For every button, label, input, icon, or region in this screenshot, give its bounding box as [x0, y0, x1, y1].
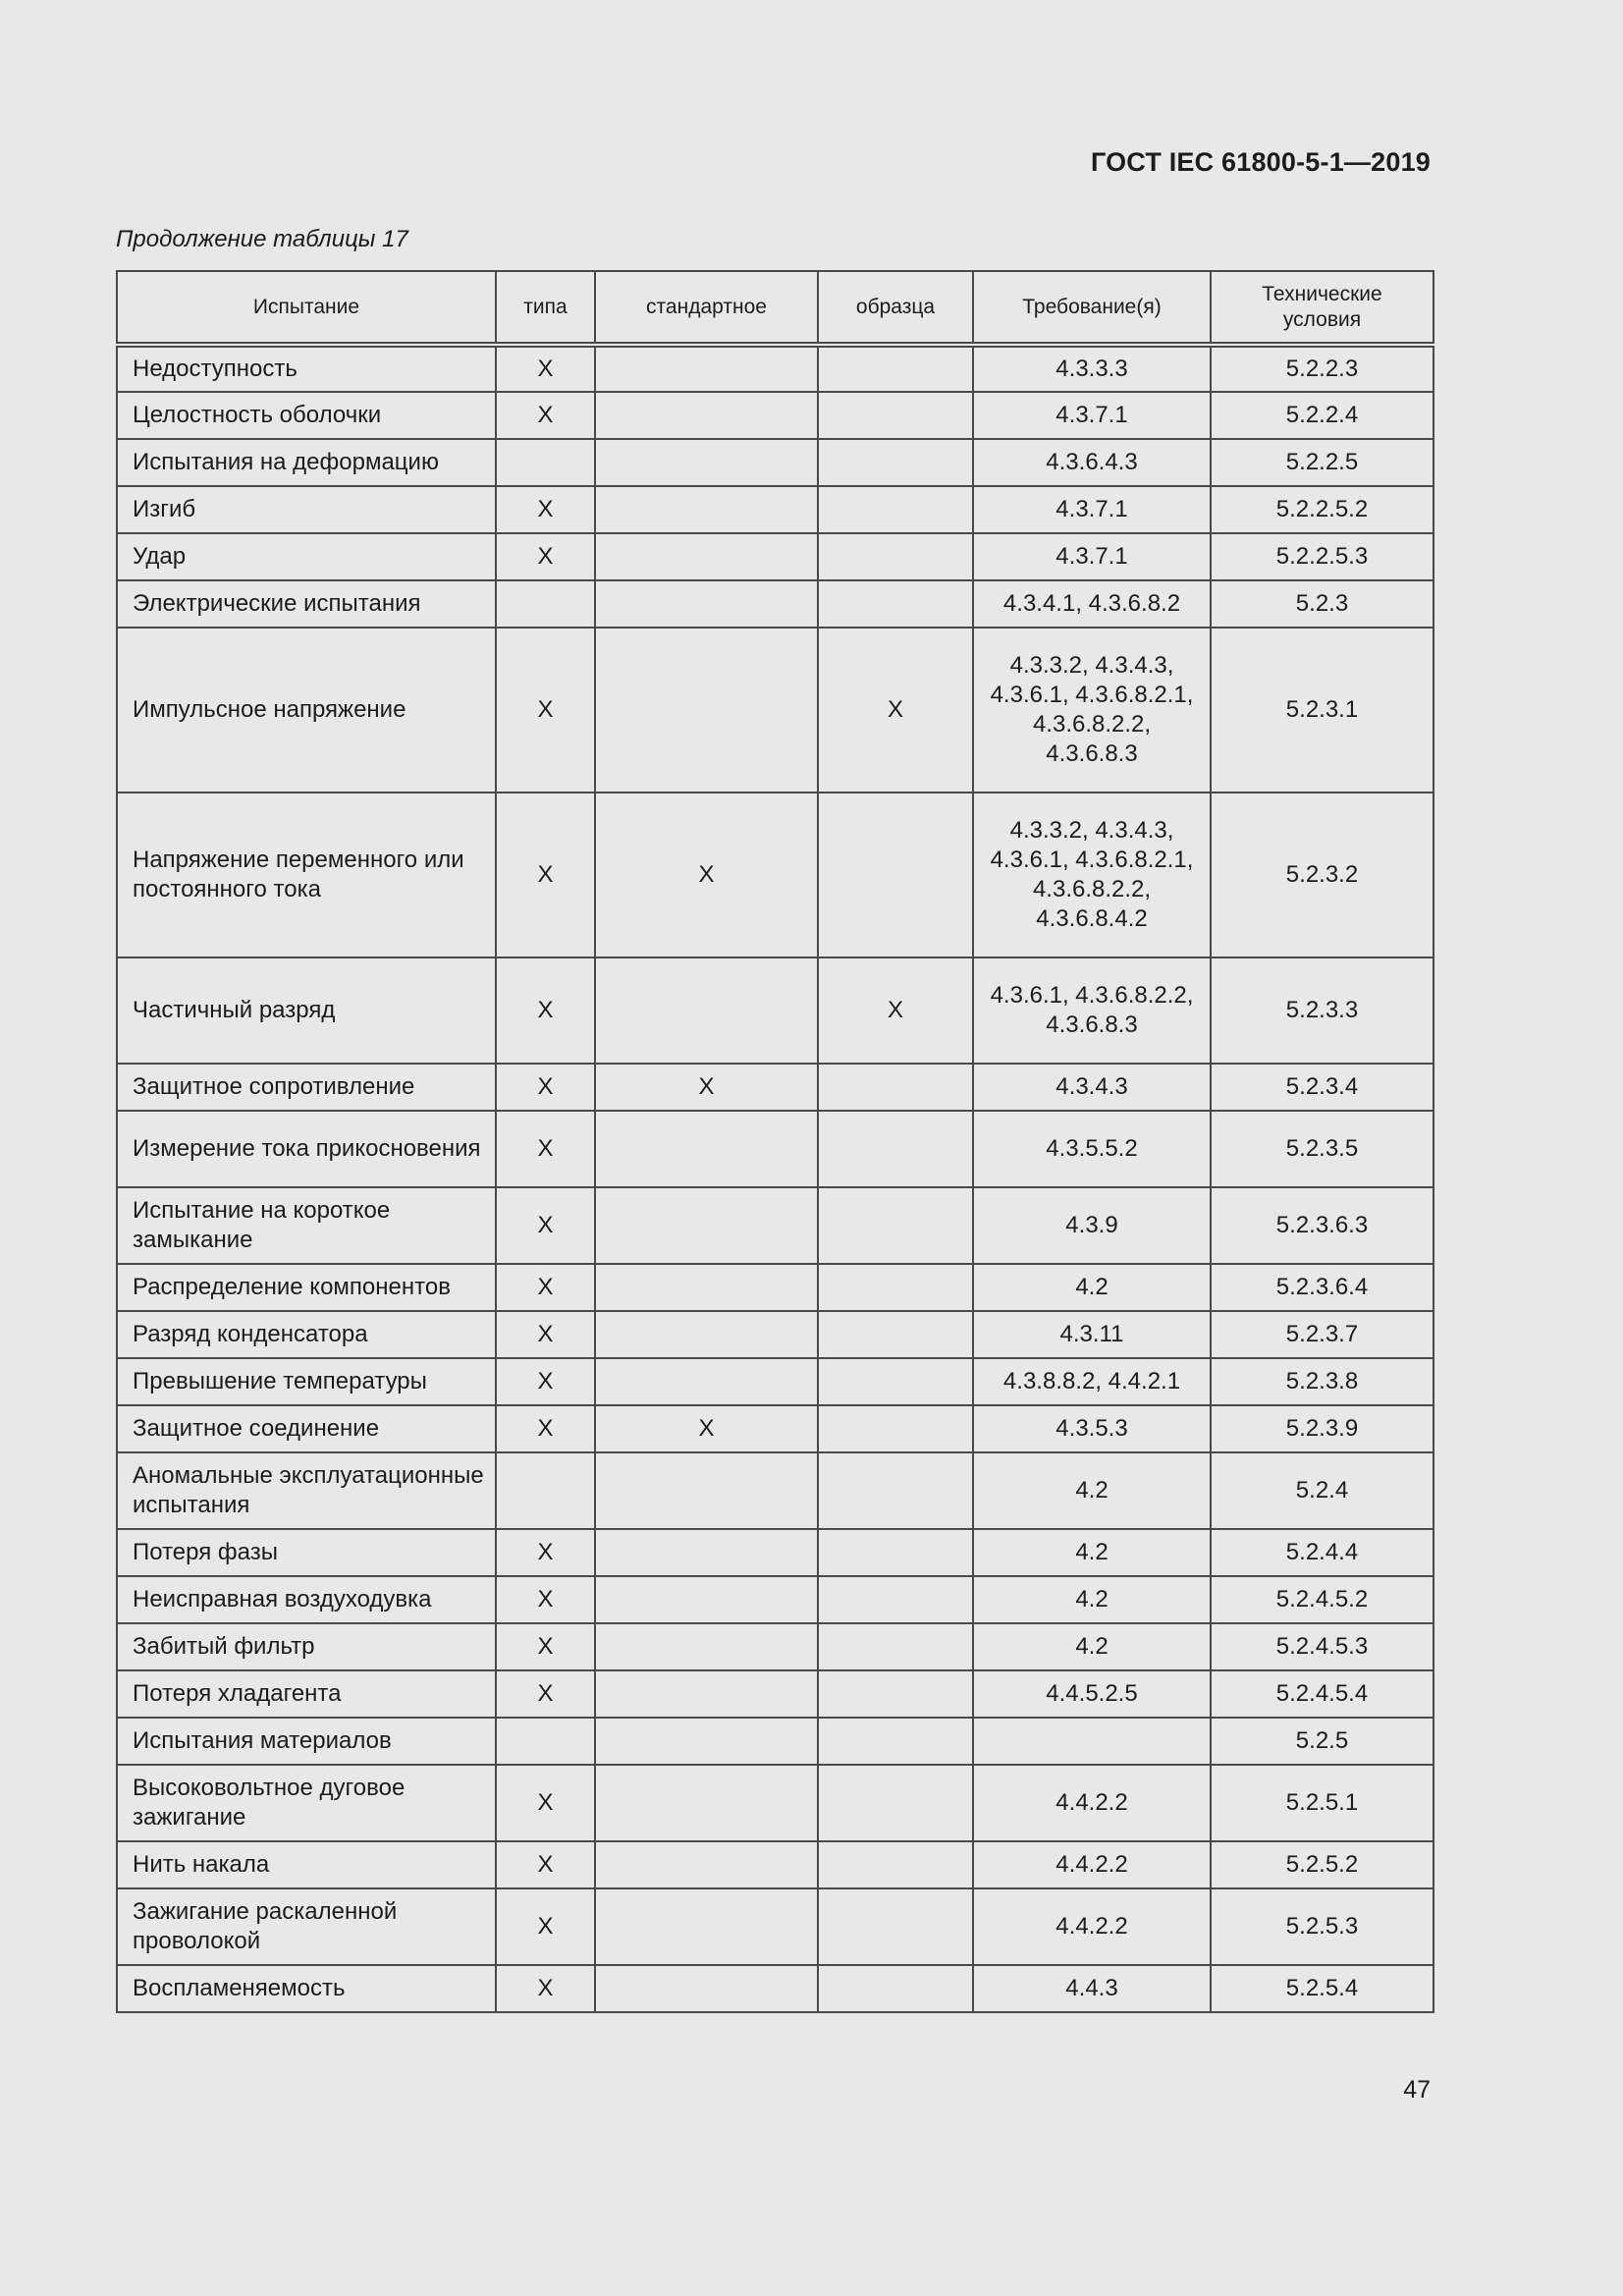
cell-requirements: 4.3.6.4.3 — [973, 439, 1211, 486]
cell-test-name: Воспламеняемость — [117, 1965, 496, 2012]
cell-sample — [818, 345, 973, 392]
cell-type: X — [496, 1264, 595, 1311]
cell-specification: 5.2.4.5.2 — [1211, 1576, 1434, 1623]
cell-requirements: 4.3.9 — [973, 1187, 1211, 1264]
cell-type: X — [496, 1529, 595, 1576]
cell-standard — [595, 533, 818, 580]
cell-sample: X — [818, 957, 973, 1064]
cell-test-name: Защитное сопротивление — [117, 1064, 496, 1111]
cell-standard: X — [595, 793, 818, 957]
cell-specification: 5.2.3.4 — [1211, 1064, 1434, 1111]
cell-type — [496, 439, 595, 486]
cell-specification: 5.2.3.2 — [1211, 793, 1434, 957]
cell-requirements: 4.3.4.1, 4.3.6.8.2 — [973, 580, 1211, 628]
cell-type: X — [496, 486, 595, 533]
cell-requirements: 4.3.5.5.2 — [973, 1111, 1211, 1187]
cell-specification: 5.2.5.4 — [1211, 1965, 1434, 2012]
cell-sample — [818, 1765, 973, 1841]
cell-requirements: 4.3.3.3 — [973, 345, 1211, 392]
cell-sample — [818, 1311, 973, 1358]
cell-requirements — [973, 1718, 1211, 1765]
cell-test-name: Неисправная воздуходувка — [117, 1576, 496, 1623]
cell-type: X — [496, 1965, 595, 2012]
table-row — [117, 486, 1434, 533]
cell-test-name: Защитное соединение — [117, 1405, 496, 1452]
cell-standard — [595, 1765, 818, 1841]
column-header-type: типа — [496, 271, 595, 345]
cell-test-name: Разряд конденсатора — [117, 1311, 496, 1358]
cell-standard — [595, 439, 818, 486]
cell-requirements: 4.3.7.1 — [973, 486, 1211, 533]
cell-test-name: Высоковольтное дуговое зажигание — [117, 1765, 496, 1841]
table-row — [117, 628, 1434, 793]
cell-sample — [818, 1111, 973, 1187]
cell-standard — [595, 1576, 818, 1623]
cell-requirements: 4.3.6.1, 4.3.6.8.2.2, 4.3.6.8.3 — [973, 957, 1211, 1064]
column-header-test: Испытание — [117, 271, 496, 345]
page-number: 47 — [1403, 2076, 1431, 2104]
cell-test-name: Превышение температуры — [117, 1358, 496, 1405]
cell-type: X — [496, 793, 595, 957]
cell-standard — [595, 580, 818, 628]
table-row — [117, 1576, 1434, 1623]
cell-test-name: Измерение тока прикосновения — [117, 1111, 496, 1187]
table-row — [117, 1111, 1434, 1187]
cell-type: X — [496, 1187, 595, 1264]
cell-requirements: 4.2 — [973, 1529, 1211, 1576]
cell-requirements: 4.3.11 — [973, 1311, 1211, 1358]
cell-standard — [595, 1452, 818, 1529]
tests-table — [116, 270, 1434, 2013]
table-row — [117, 439, 1434, 486]
cell-sample — [818, 1187, 973, 1264]
cell-test-name: Зажигание раскаленной проволокой — [117, 1888, 496, 1965]
cell-requirements: 4.2 — [973, 1452, 1211, 1529]
cell-requirements: 4.3.5.3 — [973, 1405, 1211, 1452]
cell-specification: 5.2.2.5.2 — [1211, 486, 1434, 533]
cell-test-name: Потеря хладагента — [117, 1670, 496, 1718]
cell-standard — [595, 1187, 818, 1264]
table-caption: Продолжение таблицы 17 — [116, 226, 408, 252]
table-row — [117, 1623, 1434, 1670]
cell-sample — [818, 1623, 973, 1670]
cell-test-name: Частичный разряд — [117, 957, 496, 1064]
cell-test-name: Удар — [117, 533, 496, 580]
cell-test-name: Недоступность — [117, 345, 496, 392]
table-row — [117, 392, 1434, 439]
table-row — [117, 345, 1434, 392]
table-row — [117, 1064, 1434, 1111]
cell-requirements: 4.4.5.2.5 — [973, 1670, 1211, 1718]
cell-test-name: Аномальные эксплуатационные испытания — [117, 1452, 496, 1529]
cell-specification: 5.2.2.4 — [1211, 392, 1434, 439]
cell-sample — [818, 1965, 973, 2012]
cell-standard — [595, 1623, 818, 1670]
table-row — [117, 580, 1434, 628]
table-row — [117, 1264, 1434, 1311]
cell-sample — [818, 1358, 973, 1405]
cell-type — [496, 580, 595, 628]
cell-requirements: 4.2 — [973, 1623, 1211, 1670]
table-row — [117, 1841, 1434, 1888]
cell-type: X — [496, 1841, 595, 1888]
cell-test-name: Испытания материалов — [117, 1718, 496, 1765]
cell-test-name: Испытания на деформацию — [117, 439, 496, 486]
cell-specification: 5.2.3.5 — [1211, 1111, 1434, 1187]
table-row — [117, 1718, 1434, 1765]
cell-sample — [818, 1670, 973, 1718]
cell-specification: 5.2.2.5 — [1211, 439, 1434, 486]
cell-type: X — [496, 1064, 595, 1111]
cell-type: X — [496, 1111, 595, 1187]
cell-specification: 5.2.3.7 — [1211, 1311, 1434, 1358]
cell-specification: 5.2.3.6.3 — [1211, 1187, 1434, 1264]
cell-specification: 5.2.4 — [1211, 1452, 1434, 1529]
cell-sample — [818, 1576, 973, 1623]
cell-type — [496, 1718, 595, 1765]
cell-standard — [595, 1311, 818, 1358]
table-row — [117, 1529, 1434, 1576]
column-header-specification: Технические условия — [1211, 271, 1434, 345]
table-row — [117, 1965, 1434, 2012]
cell-sample — [818, 1718, 973, 1765]
cell-sample — [818, 1064, 973, 1111]
table-row — [117, 1311, 1434, 1358]
table-row — [117, 1670, 1434, 1718]
cell-test-name: Распределение компонентов — [117, 1264, 496, 1311]
cell-type: X — [496, 1405, 595, 1452]
cell-specification: 5.2.3.1 — [1211, 628, 1434, 793]
cell-specification: 5.2.2.5.3 — [1211, 533, 1434, 580]
cell-test-name: Электрические испытания — [117, 580, 496, 628]
cell-specification: 5.2.5.3 — [1211, 1888, 1434, 1965]
cell-type: X — [496, 345, 595, 392]
cell-standard — [595, 1264, 818, 1311]
cell-sample — [818, 533, 973, 580]
cell-sample — [818, 580, 973, 628]
cell-type: X — [496, 1311, 595, 1358]
cell-requirements: 4.4.2.2 — [973, 1841, 1211, 1888]
cell-type: X — [496, 1670, 595, 1718]
cell-type: X — [496, 1765, 595, 1841]
column-header-standard: стандартное — [595, 271, 818, 345]
table-row — [117, 1452, 1434, 1529]
cell-specification: 5.2.5.1 — [1211, 1765, 1434, 1841]
cell-sample — [818, 1452, 973, 1529]
cell-requirements: 4.3.8.8.2, 4.4.2.1 — [973, 1358, 1211, 1405]
cell-requirements: 4.3.3.2, 4.3.4.3, 4.3.6.1, 4.3.6.8.2.1, 4.3.6.8.2.2, 4.3.6.8.4.2 — [973, 793, 1211, 957]
table-row — [117, 1405, 1434, 1452]
cell-standard — [595, 345, 818, 392]
cell-standard — [595, 1965, 818, 2012]
document-id: ГОСТ IEC 61800-5-1—2019 — [1090, 147, 1431, 177]
cell-standard — [595, 1888, 818, 1965]
cell-test-name: Испытание на короткое замыкание — [117, 1187, 496, 1264]
cell-specification: 5.2.3 — [1211, 580, 1434, 628]
cell-standard: X — [595, 1064, 818, 1111]
cell-sample — [818, 439, 973, 486]
cell-requirements: 4.4.2.2 — [973, 1765, 1211, 1841]
cell-standard: X — [595, 1405, 818, 1452]
cell-requirements: 4.4.2.2 — [973, 1888, 1211, 1965]
cell-standard — [595, 1529, 818, 1576]
cell-type: X — [496, 533, 595, 580]
table-row — [117, 533, 1434, 580]
cell-test-name: Забитый фильтр — [117, 1623, 496, 1670]
cell-standard — [595, 392, 818, 439]
cell-type: X — [496, 628, 595, 793]
cell-type: X — [496, 1888, 595, 1965]
cell-standard — [595, 1841, 818, 1888]
cell-sample — [818, 1405, 973, 1452]
table-header-row — [117, 271, 1434, 345]
cell-specification: 5.2.3.3 — [1211, 957, 1434, 1064]
table-row — [117, 957, 1434, 1064]
cell-type: X — [496, 957, 595, 1064]
cell-sample — [818, 1841, 973, 1888]
cell-sample — [818, 1888, 973, 1965]
cell-test-name: Импульсное напряжение — [117, 628, 496, 793]
cell-sample — [818, 793, 973, 957]
cell-test-name: Нить накала — [117, 1841, 496, 1888]
cell-sample — [818, 486, 973, 533]
cell-specification: 5.2.2.3 — [1211, 345, 1434, 392]
table-row — [117, 1765, 1434, 1841]
cell-specification: 5.2.4.5.4 — [1211, 1670, 1434, 1718]
cell-standard — [595, 1358, 818, 1405]
cell-requirements: 4.3.7.1 — [973, 392, 1211, 439]
cell-specification: 5.2.5 — [1211, 1718, 1434, 1765]
cell-specification: 5.2.5.2 — [1211, 1841, 1434, 1888]
column-header-requirements: Требование(я) — [973, 271, 1211, 345]
cell-standard — [595, 1111, 818, 1187]
cell-specification: 5.2.3.8 — [1211, 1358, 1434, 1405]
cell-type: X — [496, 392, 595, 439]
cell-standard — [595, 1718, 818, 1765]
cell-requirements: 4.3.3.2, 4.3.4.3, 4.3.6.1, 4.3.6.8.2.1, 4.3.6.8.2.2, 4.3.6.8.3 — [973, 628, 1211, 793]
column-header-sample: образца — [818, 271, 973, 345]
table-row — [117, 1358, 1434, 1405]
cell-test-name: Напряжение переменного или постоянного тока — [117, 793, 496, 957]
cell-specification: 5.2.3.9 — [1211, 1405, 1434, 1452]
cell-type: X — [496, 1576, 595, 1623]
table-row — [117, 1888, 1434, 1965]
cell-standard — [595, 1670, 818, 1718]
cell-type: X — [496, 1623, 595, 1670]
cell-standard — [595, 628, 818, 793]
cell-standard — [595, 486, 818, 533]
table-body — [117, 345, 1434, 2012]
table-row — [117, 793, 1434, 957]
cell-requirements: 4.3.7.1 — [973, 533, 1211, 580]
cell-type: X — [496, 1358, 595, 1405]
cell-test-name: Целостность оболочки — [117, 392, 496, 439]
cell-requirements: 4.3.4.3 — [973, 1064, 1211, 1111]
cell-sample — [818, 392, 973, 439]
cell-specification: 5.2.4.5.3 — [1211, 1623, 1434, 1670]
cell-test-name: Изгиб — [117, 486, 496, 533]
cell-specification: 5.2.3.6.4 — [1211, 1264, 1434, 1311]
table-row — [117, 1187, 1434, 1264]
cell-specification: 5.2.4.4 — [1211, 1529, 1434, 1576]
cell-sample — [818, 1264, 973, 1311]
cell-requirements: 4.2 — [973, 1576, 1211, 1623]
cell-requirements: 4.4.3 — [973, 1965, 1211, 2012]
cell-type — [496, 1452, 595, 1529]
cell-requirements: 4.2 — [973, 1264, 1211, 1311]
cell-sample — [818, 1529, 973, 1576]
cell-sample: X — [818, 628, 973, 793]
cell-test-name: Потеря фазы — [117, 1529, 496, 1576]
cell-standard — [595, 957, 818, 1064]
